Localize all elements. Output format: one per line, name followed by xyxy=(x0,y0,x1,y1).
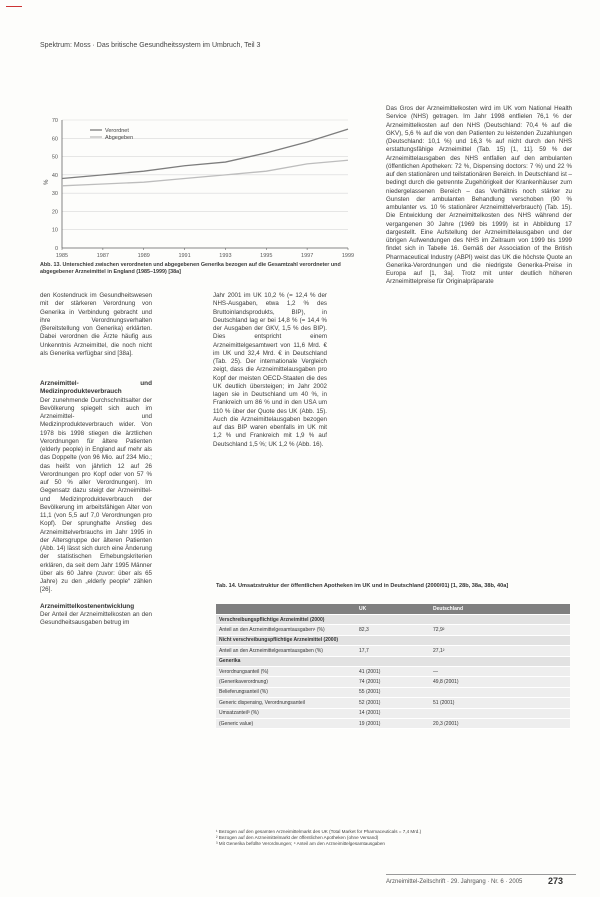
table-cell: (Generic value) xyxy=(216,718,356,728)
legend-label: Abgegeben xyxy=(105,135,134,141)
table-header-cell: UK xyxy=(356,604,430,615)
table-row xyxy=(216,615,570,625)
table-cell xyxy=(430,687,570,697)
table-cell xyxy=(356,656,430,666)
x-tick-label: 1989 xyxy=(137,253,150,259)
table-cell: Umsatzanteil³ (%) xyxy=(216,708,356,718)
table-header-row xyxy=(216,604,570,615)
table-cell: 82,3 xyxy=(356,625,430,635)
col3-paragraph: Das Gros der Arzneimittelkosten wird im UK vom National Health Service (NHS) getragen. Im Jahr 1998 entfielen 76,1 % der Arzneimittelkosten auf den NHS (Deutschland: 70,4 % auf die GKV), 5,6 % auf die von den Patienten zu leistenden Zuzahlungen (Deutschland: 10,1 %) und 16,3 % auf nicht durch den NHS erstattungsfähige Arzneimittel (Tab. 15) [1, 11]. 59 % der Arzneimittelausgaben des NHS entfallen auf den ambulanten (öffentlichen Apotheken: 72 %, Dispensing doctors: 7 %) und 22 % auf den stationären und teilstationären Bereich. In Deutschland ist – bedingt durch die getrennte Zugehörigkeit der Krankenhäuser zum niedergelassenen Bereich – das Verhältnis noch stärker zu Gunsten der ambulanten Behandlung verschoben (90 % ambulanter vs. 10 % stationärer Arzneimittelverbrauch) (Tab. 15). Die Entwicklung der Arzneimittelkosten des NHS während der vergangenen 30 Jahre (1969 bis 1999) ist in Abbildung 17 dargestellt. Eine Aufstellung der Arzneimittelausgaben und der übrigen Aufwendungen des NHS im Zeitraum von 1999 bis 1999 findet sich in Tabelle 16. Gemäß der Association of the British Pharmaceutical Industry (ABPI) weist das UK die höchste Quote an Generika-Verordnungen und die niedrigste Generika-Preise in Europa auf [1, 3a]. Trotz mit unter deutlich höheren Arzneimittelpreise für Originalpräparate xyxy=(386,105,572,286)
table-caption: Tab. 14. Umsatzstruktur der öffentlichen Apotheken im UK und in Deutschland (2000/01) [1, 28b, 38a, 38b, 40a] xyxy=(216,583,509,589)
table-cell: 17,7 xyxy=(356,646,430,656)
table-cell xyxy=(430,656,570,666)
table-row xyxy=(216,646,570,656)
table-cell: Anteil an den Arzneimittelgesamtausgaben (%) xyxy=(216,646,356,656)
figure-caption: Abb. 13. Unterschied zwischen verordneten und abgegebenen Generika bezogen auf die Gesamtzahl verordneter und abgegebener Arzneimittel in England (1985–1999) [38a] xyxy=(40,262,341,275)
y-axis-label: % xyxy=(44,179,50,185)
table-cell: 51 (2001) xyxy=(430,698,570,708)
table-cell: 74 (2001) xyxy=(356,677,430,687)
y-tick-label: 50 xyxy=(51,154,58,161)
table-row xyxy=(216,708,570,718)
table-row xyxy=(216,625,570,635)
footnote-3: ³ Mit Generika befüllte Verordnungen; ⁴ Anteil am den Arzneimittelgesamtausgaben xyxy=(216,841,385,846)
col1-paragraph-1: den Kostendruck im Gesundheitswesen mit der stärkeren Verordnung von Generika in Verbindung gebracht und ihre Verordnungsverhalten (Bereitstellung von Generika) erklärten. Dabei verordnen die Ärzte häufig aus Unkenntnis Arzneimittel, die noch nicht als Generika verfügbar sind [38a]. xyxy=(40,292,152,357)
running-head: Spektrum: Moss · Das britische Gesundheitssystem im Umbruch, Teil 3 xyxy=(40,42,261,49)
table-cell: 72,9² xyxy=(430,625,570,635)
y-tick-label: 30 xyxy=(51,191,58,198)
x-tick-label: 1985 xyxy=(55,253,69,259)
table-header-cell xyxy=(216,604,356,615)
table-cell: Belieferungsanteil (%) xyxy=(216,687,356,697)
y-tick-label: 70 xyxy=(51,118,58,124)
x-tick-label: 1999 xyxy=(341,253,355,259)
footer-rule xyxy=(386,874,576,875)
table-cell: 55 (2001) xyxy=(356,687,430,697)
col1-heading-costs: Arzneimittelkostenentwicklung xyxy=(40,602,135,610)
column-1 xyxy=(40,292,152,627)
y-tick-label: 60 xyxy=(51,136,58,143)
table-cell: (Generikaverordnung) xyxy=(216,677,356,687)
col1-heading-consumption: Arzneimittel- und Medizinprodukteverbrauch xyxy=(40,380,152,396)
table-cell: Generika xyxy=(216,656,356,666)
table-cell: 14 (2001) xyxy=(356,708,430,718)
column-3 xyxy=(386,105,572,287)
table-cell: 52 (2001) xyxy=(356,698,430,708)
x-tick-label: 1991 xyxy=(178,253,191,259)
x-tick-label: 1987 xyxy=(96,253,109,259)
table-row xyxy=(216,687,570,697)
col1-paragraph-3: Der Anteil der Arzneimittelkosten an den Gesundheitsausgaben betrug im xyxy=(40,610,152,626)
table-cell xyxy=(356,615,430,625)
table-row xyxy=(216,677,570,687)
y-tick-label: 0 xyxy=(54,246,58,252)
y-tick-label: 10 xyxy=(51,227,58,234)
table-row xyxy=(216,718,570,728)
table-row xyxy=(216,666,570,676)
table-cell: 20,3 (2001) xyxy=(430,718,570,728)
x-tick-label: 1997 xyxy=(301,253,314,259)
page-marker xyxy=(6,6,22,12)
footnote-2: ² Bezogen auf den Arzneimittelmarkt der öffentlichen Apotheken (ohne Versand) xyxy=(216,835,379,840)
table-cell: Nicht verschreibungspflichtige Arzneimittel (2000) xyxy=(216,635,356,645)
col2-paragraph: Jahr 2001 im UK 10,2 % (= 12,4 % der NHS-Ausgaben, etwa 1,2 % des Bruttoinlandsprodukts, BIP), in Deutschland lag er bei 14,8 % (= 14,4 % der Ausgaben der GKV, 1,5 % des BIP). Dies entspricht einem Arzneimittelgesamtwert von 11,6 Mrd. € im UK und 32,4 Mrd. € in Deutschland (Tab. 25). Der internationale Vergleich zeigt, dass die Arzneimittelausgaben pro Kopf der meisten OECD-Staaten die des UK deutlich übersteigen; im Jahr 2002 lagen sie in Deutschland um 40 %, in Frankreich um 86 % und in den USA um 110 % über der Quote des UK (Abb. 15). Auch die Arzneimittelausgaben bezogen auf das BIP waren ebenfalls im UK mit 1,2 % und Frankreich mit 1,9 % auf Deutschland 1,5 %; UK 1,2 % (Abb. 16). xyxy=(213,292,327,448)
column-2 xyxy=(213,292,327,449)
line-chart xyxy=(40,112,360,262)
page-footer: Arzneimittel-Zeitschrift · 29. Jahrgang · Nr. 6 · 2005 xyxy=(386,879,523,885)
y-tick-label: 20 xyxy=(51,209,58,216)
table-cell: Verordnungsanteil (%) xyxy=(216,666,356,676)
page-number: 273 xyxy=(548,876,564,886)
y-tick-label: 40 xyxy=(51,172,58,179)
table-cell: Generic dispensing, Verordnungsanteil xyxy=(216,698,356,708)
table-14 xyxy=(216,604,570,729)
table-cell xyxy=(430,635,570,645)
table-cell: 41 (2001) xyxy=(356,666,430,676)
table-row xyxy=(216,656,570,666)
col1-paragraph-2: Der zunehmende Durchschnittsalter der Bevölkerung spiegelt sich auch im Arzneimittel- und Medizinprodukteverbrauch wider. Von 1978 bis 1998 stiegen die ärztlichen Verordnungen für ältere Patienten (elderly people) in England auf mehr als das Doppelte (von 96 Mio. auf 234 Mio.; das heißt von jährlich 12 auf 26 Verordnungen pro Kopf oder von 57 % auf 50 % aller Verordnungen). Im Gegensatz dazu steigt der Arzneimittel- und Medizinprodukteverbrauch der Bevölkerung im arbeitsfähigen Alter von 11,1 (von 5,5 auf 7,0 Verordnungen pro Kopf). Der sprunghafte Anstieg des Arzneimittelverbrauchs im Jahr 1995 in der Altersgruppe der älteren Patienten (Abb. 14) lässt sich durch eine Änderung der statistischen Erhebungskriterien erklären, da seit dem Jahr 1995 Männer über als 60 Jahre (zuvor: über als 65 Jahre) zu den „elderly people“ zählen [26]. xyxy=(40,396,152,594)
table-cell xyxy=(430,615,570,625)
x-tick-label: 1995 xyxy=(260,253,273,259)
table-cell: — xyxy=(430,666,570,676)
table-cell: 19 (2001) xyxy=(356,718,430,728)
table-cell: Anteil an den Arzneimittelgesamtausgaben¹ (%) xyxy=(216,625,356,635)
table-cell xyxy=(430,708,570,718)
table-header-cell: Deutschland xyxy=(430,604,570,615)
x-tick-label: 1993 xyxy=(219,253,232,259)
table-row xyxy=(216,698,570,708)
legend-label: Verordnet xyxy=(105,128,129,134)
table-cell xyxy=(356,635,430,645)
table-row xyxy=(216,635,570,645)
table-cell: 27,1² xyxy=(430,646,570,656)
footnote-1: ¹ Bezogen auf den gesamten Arzneimittelmarkt des UK (Total Market for Pharmaceuticals = 7,4 Mrd.) xyxy=(216,829,422,834)
table-cell: 49,8 (2001) xyxy=(430,677,570,687)
table-cell: Verschreibungspflichtige Arzneimittel (2000) xyxy=(216,615,356,625)
table-footnotes xyxy=(216,829,570,847)
